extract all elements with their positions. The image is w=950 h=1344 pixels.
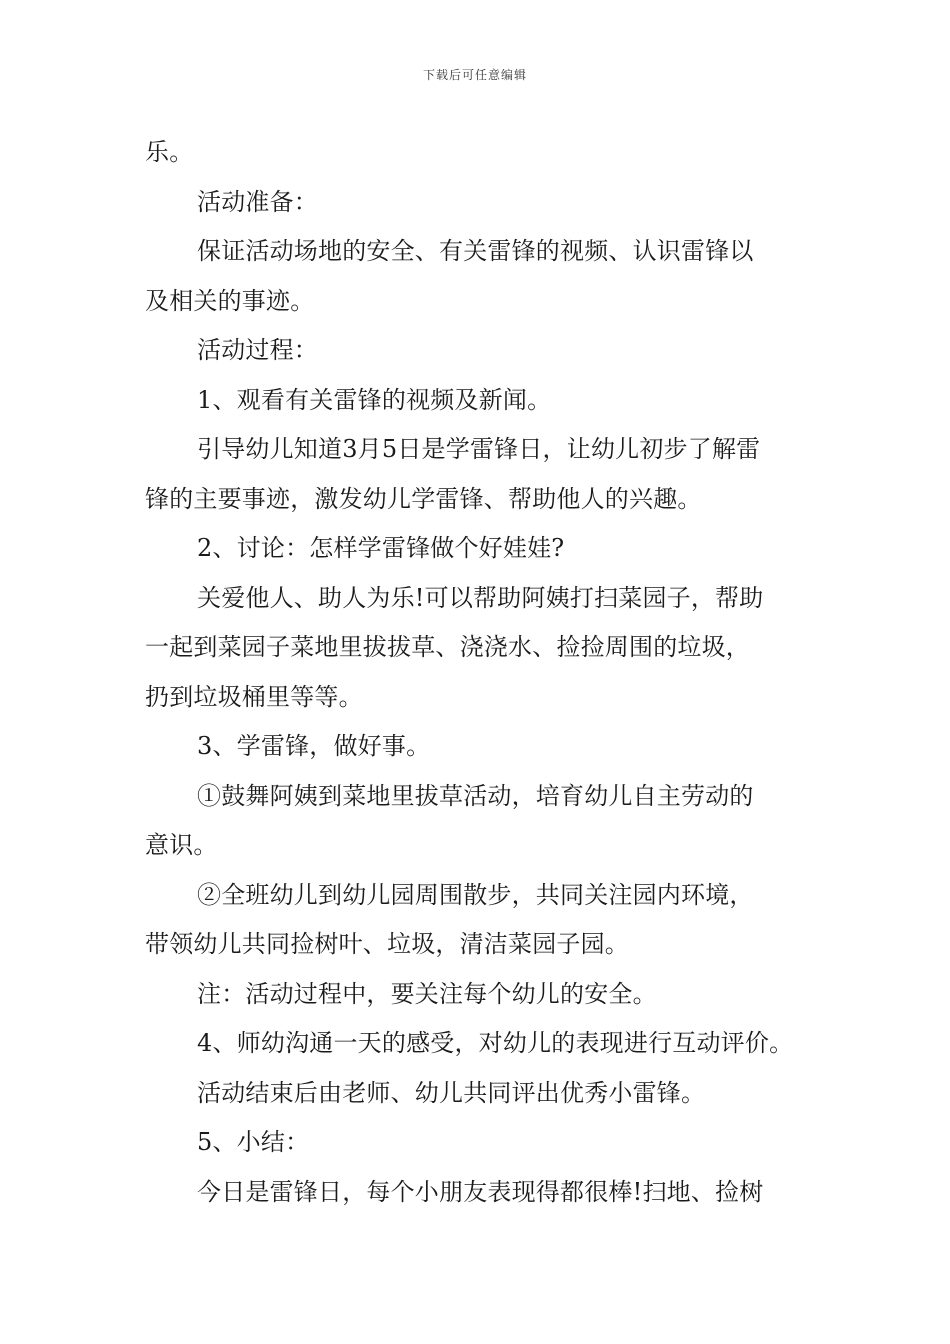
- body-line: ①鼓舞阿姨到菜地里拔草活动，培育幼儿自主劳动的: [197, 781, 754, 810]
- body-line: 今日是雷锋日，每个小朋友表现得都很棒!扫地、捡树: [197, 1177, 764, 1206]
- body-line: 活动结束后由老师、幼儿共同评出优秀小雷锋。: [197, 1078, 706, 1107]
- body-line: 一起到菜园子菜地里拔拔草、浇浇水、捡捡周围的垃圾，: [145, 633, 750, 661]
- body-line: 注：活动过程中，要关注每个幼儿的安全。: [197, 979, 657, 1008]
- body-line: 保证活动场地的安全、有关雷锋的视频、认识雷锋以: [197, 237, 754, 265]
- body-line: 3、学雷锋，做好事。: [197, 732, 431, 760]
- body-line: 锋的主要事迹，激发幼儿学雷锋、帮助他人的兴趣。: [145, 484, 702, 513]
- body-line: 4、师幼沟通一天的感受，对幼儿的表现进行互动评价。: [197, 1029, 794, 1057]
- page-header-note: 下载后可任意编辑: [422, 68, 527, 82]
- body-line: ②全班幼儿到幼儿园周围散步，共同关注园内环境，: [197, 880, 754, 909]
- body-line: 引导幼儿知道3月5日是学雷锋日，让幼儿初步了解雷: [197, 435, 761, 463]
- body-line: 活动过程：: [197, 336, 318, 364]
- body-line: 活动准备：: [197, 187, 318, 216]
- body-line: 意识。: [145, 831, 218, 859]
- body-line: 扔到垃圾桶里等等。: [145, 682, 363, 711]
- body-line: 1、观看有关雷锋的视频及新闻。: [197, 385, 552, 414]
- body-line: 带领幼儿共同捡树叶、垃圾，清洁菜园子园。: [145, 930, 629, 958]
- body-line: 乐。: [145, 138, 194, 166]
- body-line: 及相关的事迹。: [145, 286, 315, 315]
- document-body: [145, 128, 810, 1217]
- body-line: 2、讨论：怎样学雷锋做个好娃娃?: [197, 534, 565, 562]
- body-line: 5、小结：: [197, 1128, 310, 1156]
- body-line: 关爱他人、助人为乐!可以帮助阿姨打扫菜园子，帮助: [197, 583, 764, 612]
